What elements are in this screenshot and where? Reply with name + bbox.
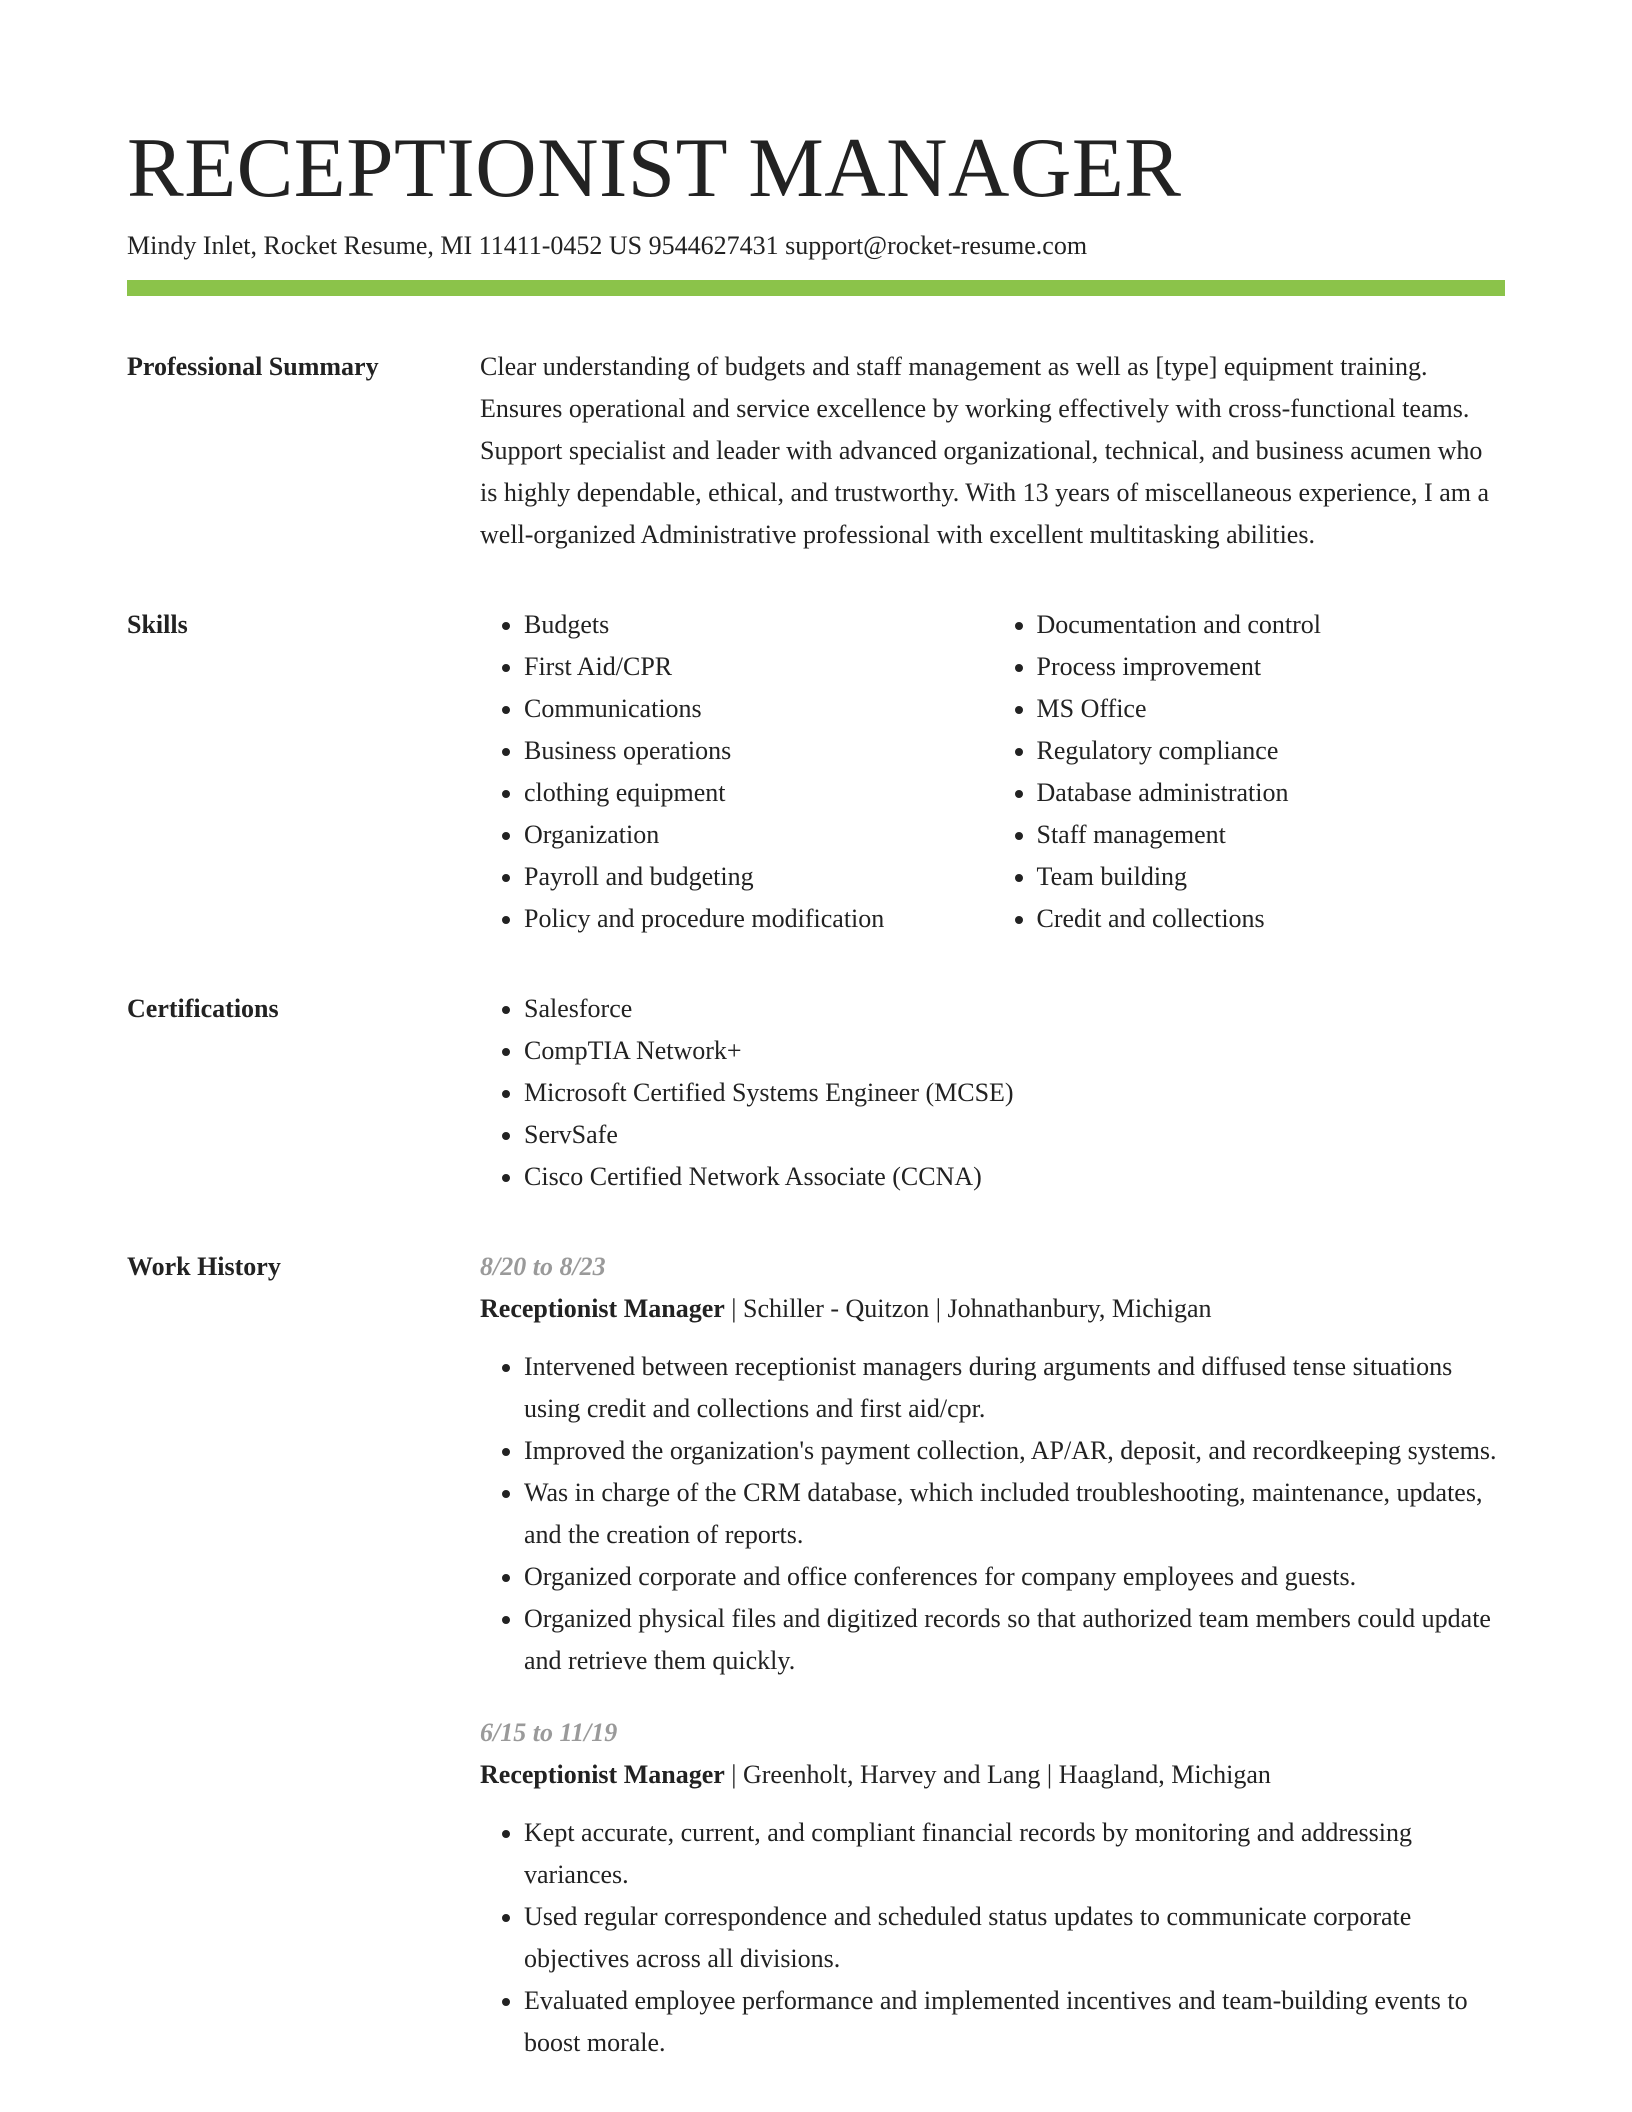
skill-item: • Documentation and control (1037, 604, 1506, 646)
skill-item: • Budgets (524, 604, 993, 646)
section-heading: Work History (127, 1252, 281, 1281)
job-bullet: • Used regular correspondence and scheduled status updates to communicate corporate objectives across all divisions. (524, 1896, 1505, 1980)
skills-list-right (993, 604, 1506, 940)
skill-item: • clothing equipment (524, 772, 993, 814)
skill-item: • Communications (524, 688, 993, 730)
job-bullets (480, 1346, 1505, 1682)
accent-divider (127, 280, 1505, 296)
skill-item: • Organization (524, 814, 993, 856)
job-dates: 8/20 to 8/23 (480, 1252, 606, 1281)
certification-item: • CompTIA Network+ (524, 1030, 1505, 1072)
job-bullet: • Intervened between receptionist managers during arguments and diffused tense situations using credit and collections and first aid/cpr. (524, 1346, 1505, 1430)
job-header (480, 1754, 1505, 1796)
summary-text: Clear understanding of budgets and staff management as well as [type] equipment training. Ensures operational and service excellence by working effectively with cross-functional teams. Support specialist and leader with advanced organizational, technical, and business acumen who is highly dependable, ethical, and trustworthy. With 13 years of miscellaneous experience, I am a well-organized Administrative professional with excellent multitasking abilities. (480, 352, 1490, 549)
job-bullet: • Kept accurate, current, and compliant financial records by monitoring and addressing variances. (524, 1812, 1505, 1896)
job-bullet: • Was in charge of the CRM database, which included troubleshooting, maintenance, updates, and the creation of reports. (524, 1472, 1505, 1556)
skill-item: • Business operations (524, 730, 993, 772)
job-details: | Greenholt, Harvey and Lang | Haagland, Michigan (724, 1760, 1271, 1789)
certifications-list (480, 988, 1505, 1198)
certification-item: • Cisco Certified Network Associate (CCNA) (524, 1156, 1505, 1198)
job-header (480, 1288, 1505, 1330)
skill-item: • Staff management (1037, 814, 1506, 856)
work-history-section (127, 1246, 1505, 2064)
skill-item: • Process improvement (1037, 646, 1506, 688)
skills-list-left (480, 604, 993, 940)
job-entry (480, 1712, 1505, 2064)
certification-item: • ServSafe (524, 1114, 1505, 1156)
skill-item: • Regulatory compliance (1037, 730, 1506, 772)
job-bullets (480, 1812, 1505, 2064)
job-details: | Schiller - Quitzon | Johnathanbury, Michigan (724, 1294, 1212, 1323)
jobs-list (480, 1246, 1505, 2064)
skill-item: • Payroll and budgeting (524, 856, 993, 898)
resume-page (127, 118, 1505, 2064)
job-bullet: • Evaluated employee performance and implemented incentives and team-building events to boost morale. (524, 1980, 1505, 2064)
contact-line: Mindy Inlet, Rocket Resume, MI 11411-0452 US 9544627431 support@rocket-resume.com (127, 231, 1088, 260)
certification-item: • Microsoft Certified Systems Engineer (MCSE) (524, 1072, 1505, 1114)
skill-item: • Database administration (1037, 772, 1506, 814)
section-heading: Certifications (127, 994, 279, 1023)
job-bullet: • Improved the organization's payment collection, AP/AR, deposit, and recordkeeping systems. (524, 1430, 1505, 1472)
skill-item: • MS Office (1037, 688, 1506, 730)
skills-section (127, 604, 1505, 940)
job-bullet: • Organized physical files and digitized records so that authorized team members could update and retrieve them quickly. (524, 1598, 1505, 1682)
section-heading: Professional Summary (127, 352, 379, 381)
skill-item: • First Aid/CPR (524, 646, 993, 688)
section-heading: Skills (127, 610, 188, 639)
summary-section (127, 346, 1505, 556)
job-title: Receptionist Manager (480, 1760, 725, 1789)
job-dates: 6/15 to 11/19 (480, 1718, 618, 1747)
skill-item: • Policy and procedure modification (524, 898, 993, 940)
job-entry (480, 1246, 1505, 1682)
skill-item: • Credit and collections (1037, 898, 1506, 940)
skill-item: • Team building (1037, 856, 1506, 898)
job-bullet: • Organized corporate and office conferences for company employees and guests. (524, 1556, 1505, 1598)
certifications-section (127, 988, 1505, 1198)
certification-item: • Salesforce (524, 988, 1505, 1030)
resume-name: RECEPTIONIST MANAGER (127, 121, 1182, 215)
job-title: Receptionist Manager (480, 1294, 725, 1323)
